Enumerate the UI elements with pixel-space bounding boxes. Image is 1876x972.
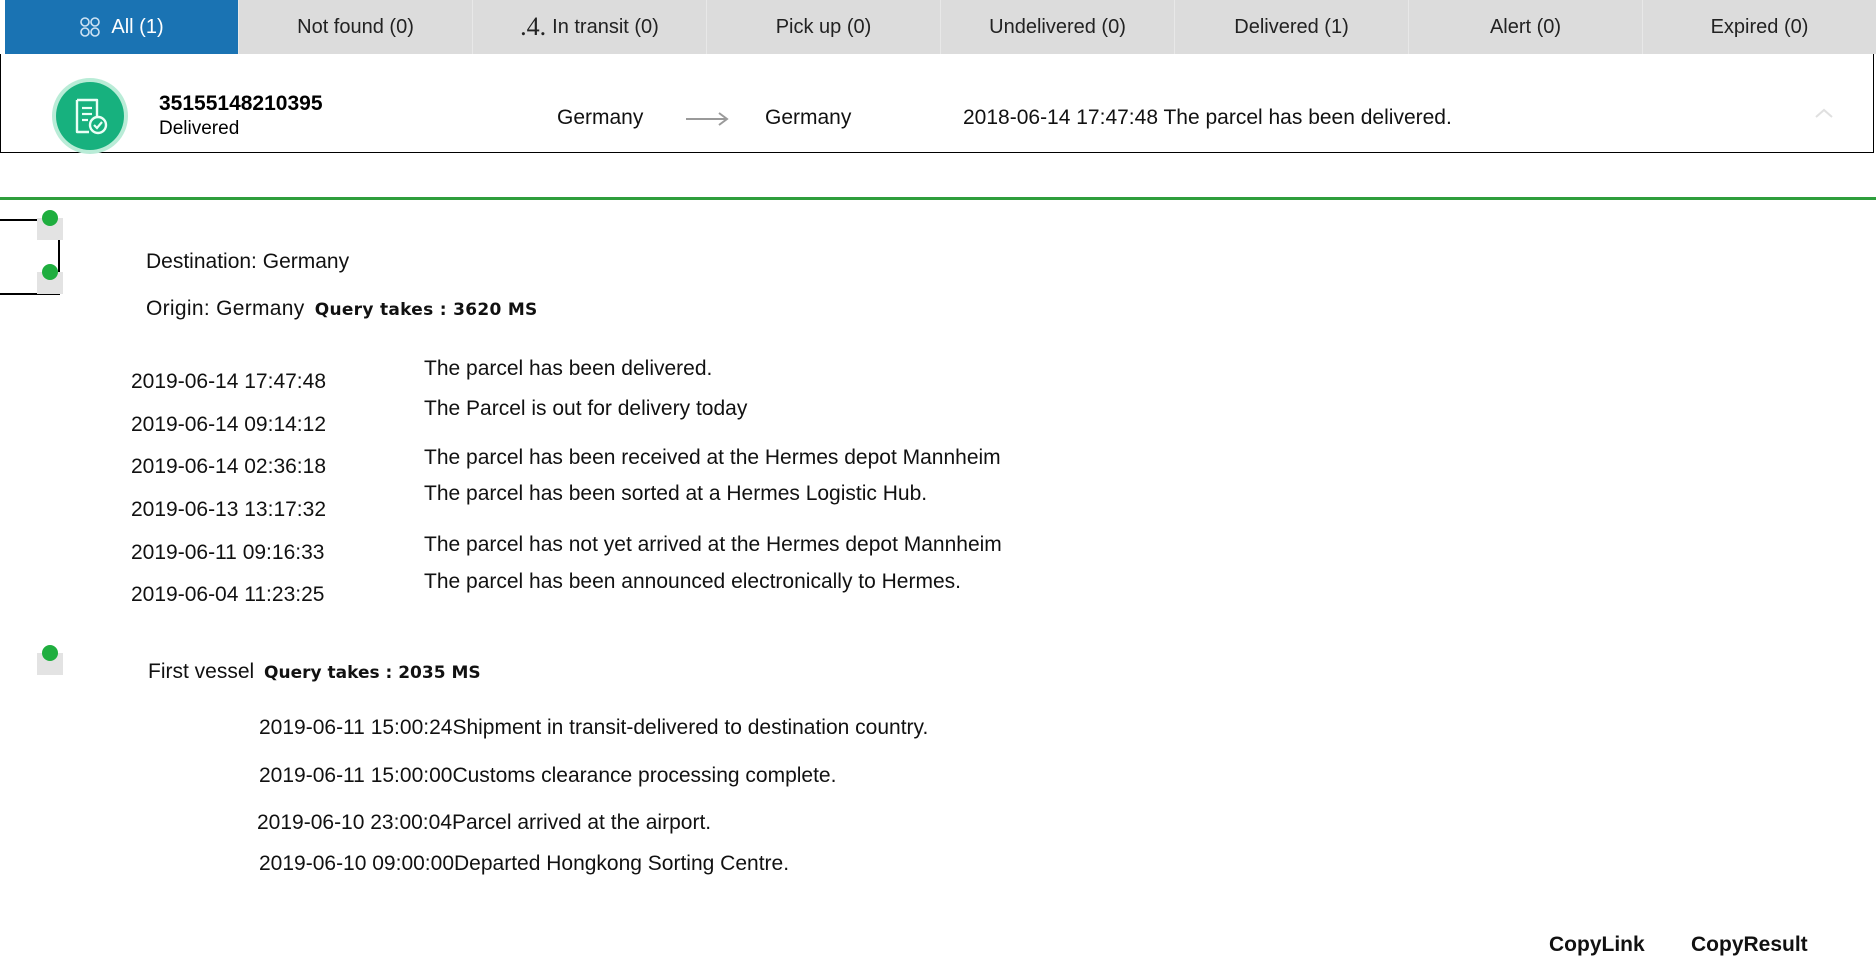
destination-label: Destination: Germany (146, 250, 350, 273)
tab-undelivered[interactable] (941, 0, 1175, 54)
vessel-title (148, 660, 481, 684)
event-description: The parcel has been delivered. (424, 357, 713, 380)
route-arrow-icon (686, 110, 730, 128)
tab-pick-up-label: Pick up (0) (775, 15, 872, 38)
vessel-event: 2019-06-10 23:00:04Parcel arrived at the airport. (257, 811, 712, 834)
status-tabs (5, 0, 1876, 54)
origin-country: Germany (557, 106, 644, 129)
event-time: 2019-06-04 11:23:25 (131, 583, 325, 606)
section-divider (0, 197, 1876, 200)
tab-in-transit-label: In transit (0) (552, 15, 659, 38)
origin-query-time: Query takes : 3620 MS (314, 300, 538, 320)
tab-in-transit[interactable] (473, 0, 707, 54)
destination-country: Germany (765, 106, 852, 129)
latest-event: 2018-06-14 17:47:48 The parcel has been delivered. (963, 106, 1452, 129)
status-dot-icon (37, 218, 63, 240)
copy-result-button[interactable]: CopyResult (1691, 933, 1808, 956)
tab-expired[interactable] (1643, 0, 1876, 54)
vessel-title-text: First vessel (148, 660, 255, 683)
tab-pick-up[interactable] (707, 0, 941, 54)
tab-alert-label: Alert (0) (1489, 15, 1562, 38)
tab-delivered-label: Delivered (1) (1234, 15, 1349, 38)
vessel-query-time: Query takes : 2035 MS (264, 663, 481, 683)
event-description: The parcel has not yet arrived at the Hermes depot Mannheim (424, 533, 1002, 556)
event-time: 2019-06-14 02:36:18 (131, 455, 326, 478)
vessel-event: 2019-06-11 15:00:24Shipment in transit-delivered to destination country. (259, 716, 929, 739)
status-dot-icon (37, 653, 63, 675)
tab-not-found[interactable] (239, 0, 473, 54)
event-description: The parcel has been received at the Hermes depot Mannheim (424, 446, 1001, 469)
tracking-number: 35155148210395 (159, 92, 323, 115)
status-dot-icon (37, 272, 63, 294)
tab-expired-label: Expired (0) (1710, 15, 1809, 38)
chevron-up-icon[interactable] (1813, 106, 1835, 120)
event-description: The parcel has been announced electronically to Hermes. (424, 570, 961, 593)
delivered-document-icon (71, 96, 109, 136)
event-time: 2019-06-14 17:47:48 (131, 370, 326, 393)
origin-text: Origin: Germany (146, 297, 305, 320)
tab-in-transit-marker: .4. (520, 12, 547, 41)
package-avatar (52, 78, 128, 154)
tab-alert[interactable] (1409, 0, 1643, 54)
event-time: 2019-06-14 09:14:12 (131, 413, 326, 436)
package-summary-row[interactable] (0, 54, 1874, 153)
tab-all-label: All (1) (111, 15, 164, 38)
event-description: The Parcel is out for delivery today (424, 397, 748, 420)
event-time: 2019-06-13 13:17:32 (131, 498, 326, 521)
event-description: The parcel has been sorted at a Hermes Logistic Hub. (424, 482, 928, 505)
grid-icon (79, 16, 101, 38)
vessel-event: 2019-06-11 15:00:00Customs clearance processing complete. (259, 764, 837, 787)
copy-link-button[interactable]: CopyLink (1549, 933, 1645, 956)
package-status: Delivered (159, 118, 240, 139)
tab-not-found-label: Not found (0) (297, 15, 414, 38)
tab-undelivered-label: Undelivered (0) (989, 15, 1126, 38)
origin-label (146, 297, 538, 321)
vessel-event: 2019-06-10 09:00:00Departed Hongkong Sorting Centre. (259, 852, 790, 875)
event-time: 2019-06-11 09:16:33 (131, 541, 325, 564)
tab-delivered[interactable] (1175, 0, 1409, 54)
tab-all[interactable] (5, 0, 239, 54)
